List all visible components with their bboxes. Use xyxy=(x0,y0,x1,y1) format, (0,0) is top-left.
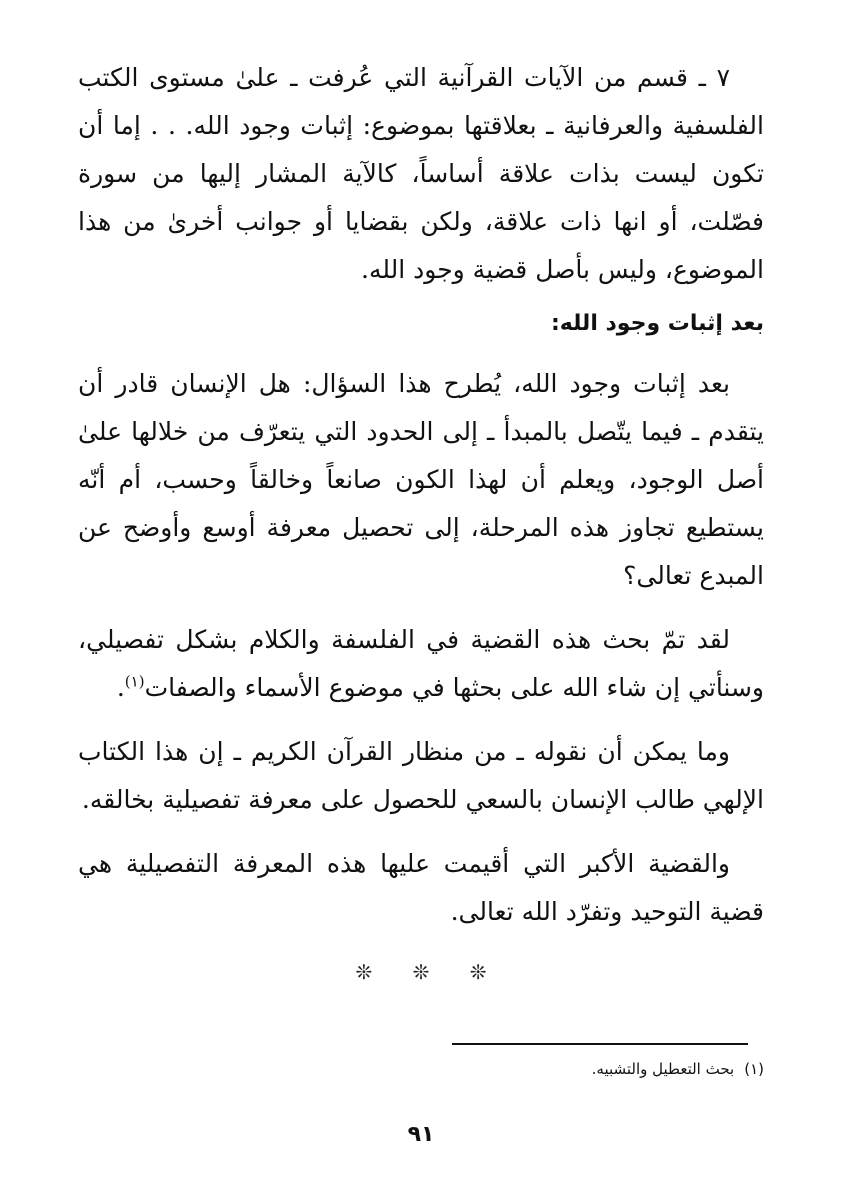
paragraph-tawhid: والقضية الأكبر التي أقيمت عليها هذه المعرفة التفصيلية هي قضية التوحيد وتفرّد الله تعالى. xyxy=(78,849,764,926)
footnote-number: (١) xyxy=(744,1060,764,1078)
footnote-text: بحث التعطيل والتشبيه. xyxy=(591,1060,735,1078)
paragraph-philosophy-end: . xyxy=(116,673,125,702)
section-separator: ❊ ❊ ❊ xyxy=(355,960,487,984)
paragraph-question: بعد إثبات وجود الله، يُطرح هذا السؤال: هل الإنسان قادر أن يتقدم ـ فيما يتّصل بالمبدأ ـ إلى الحدود التي يتعرّف من خلالها علىٰ أصل الوجود، ويعلم أن لهذا الكون صانعاً وخالقاً وحسب، أم أنّه يستطيع تجاوز هذه المرحلة، إلى تحصيل معرفة أوسع وأوضح عن المبدع تعالى؟ xyxy=(78,369,764,590)
paragraph-item-7: ٧ ـ قسم من الآيات القرآنية التي عُرفت ـ علىٰ مستوى الكتب الفلسفية والعرفانية ـ بعلاقتها بموضوع: إثبات وجود الله. . . إما أن تكون ليست بذات علاقة أساساً، كالآية المشار إليها من سورة فصّلت، أو انها ذات علاقة، ولكن بقضايا أو جوانب أخرىٰ من هذا الموضوع، وليس بأصل قضية وجود الله. xyxy=(78,63,764,284)
footnote-divider xyxy=(452,1043,748,1045)
paragraph-quran: وما يمكن أن نقوله ـ من منظار القرآن الكريم ـ إن هذا الكتاب الإلهي طالب الإنسان بالسعي للحصول على معرفة تفصيلية بخالقه. xyxy=(78,737,764,814)
section-heading: بعد إثبات وجود الله: xyxy=(550,311,764,336)
footnote-reference: (١) xyxy=(124,672,145,691)
paragraph-philosophy xyxy=(78,616,764,712)
page-number: ٩١ xyxy=(407,1122,435,1147)
paragraph-philosophy-text: لقد تمّ بحث هذه القضية في الفلسفة والكلام بشكل تفصيلي، وسنأتي إن شاء الله على بحثها في موضوع الأسماء والصفات xyxy=(78,625,764,702)
footnote xyxy=(264,1056,764,1082)
page-body xyxy=(78,54,764,936)
